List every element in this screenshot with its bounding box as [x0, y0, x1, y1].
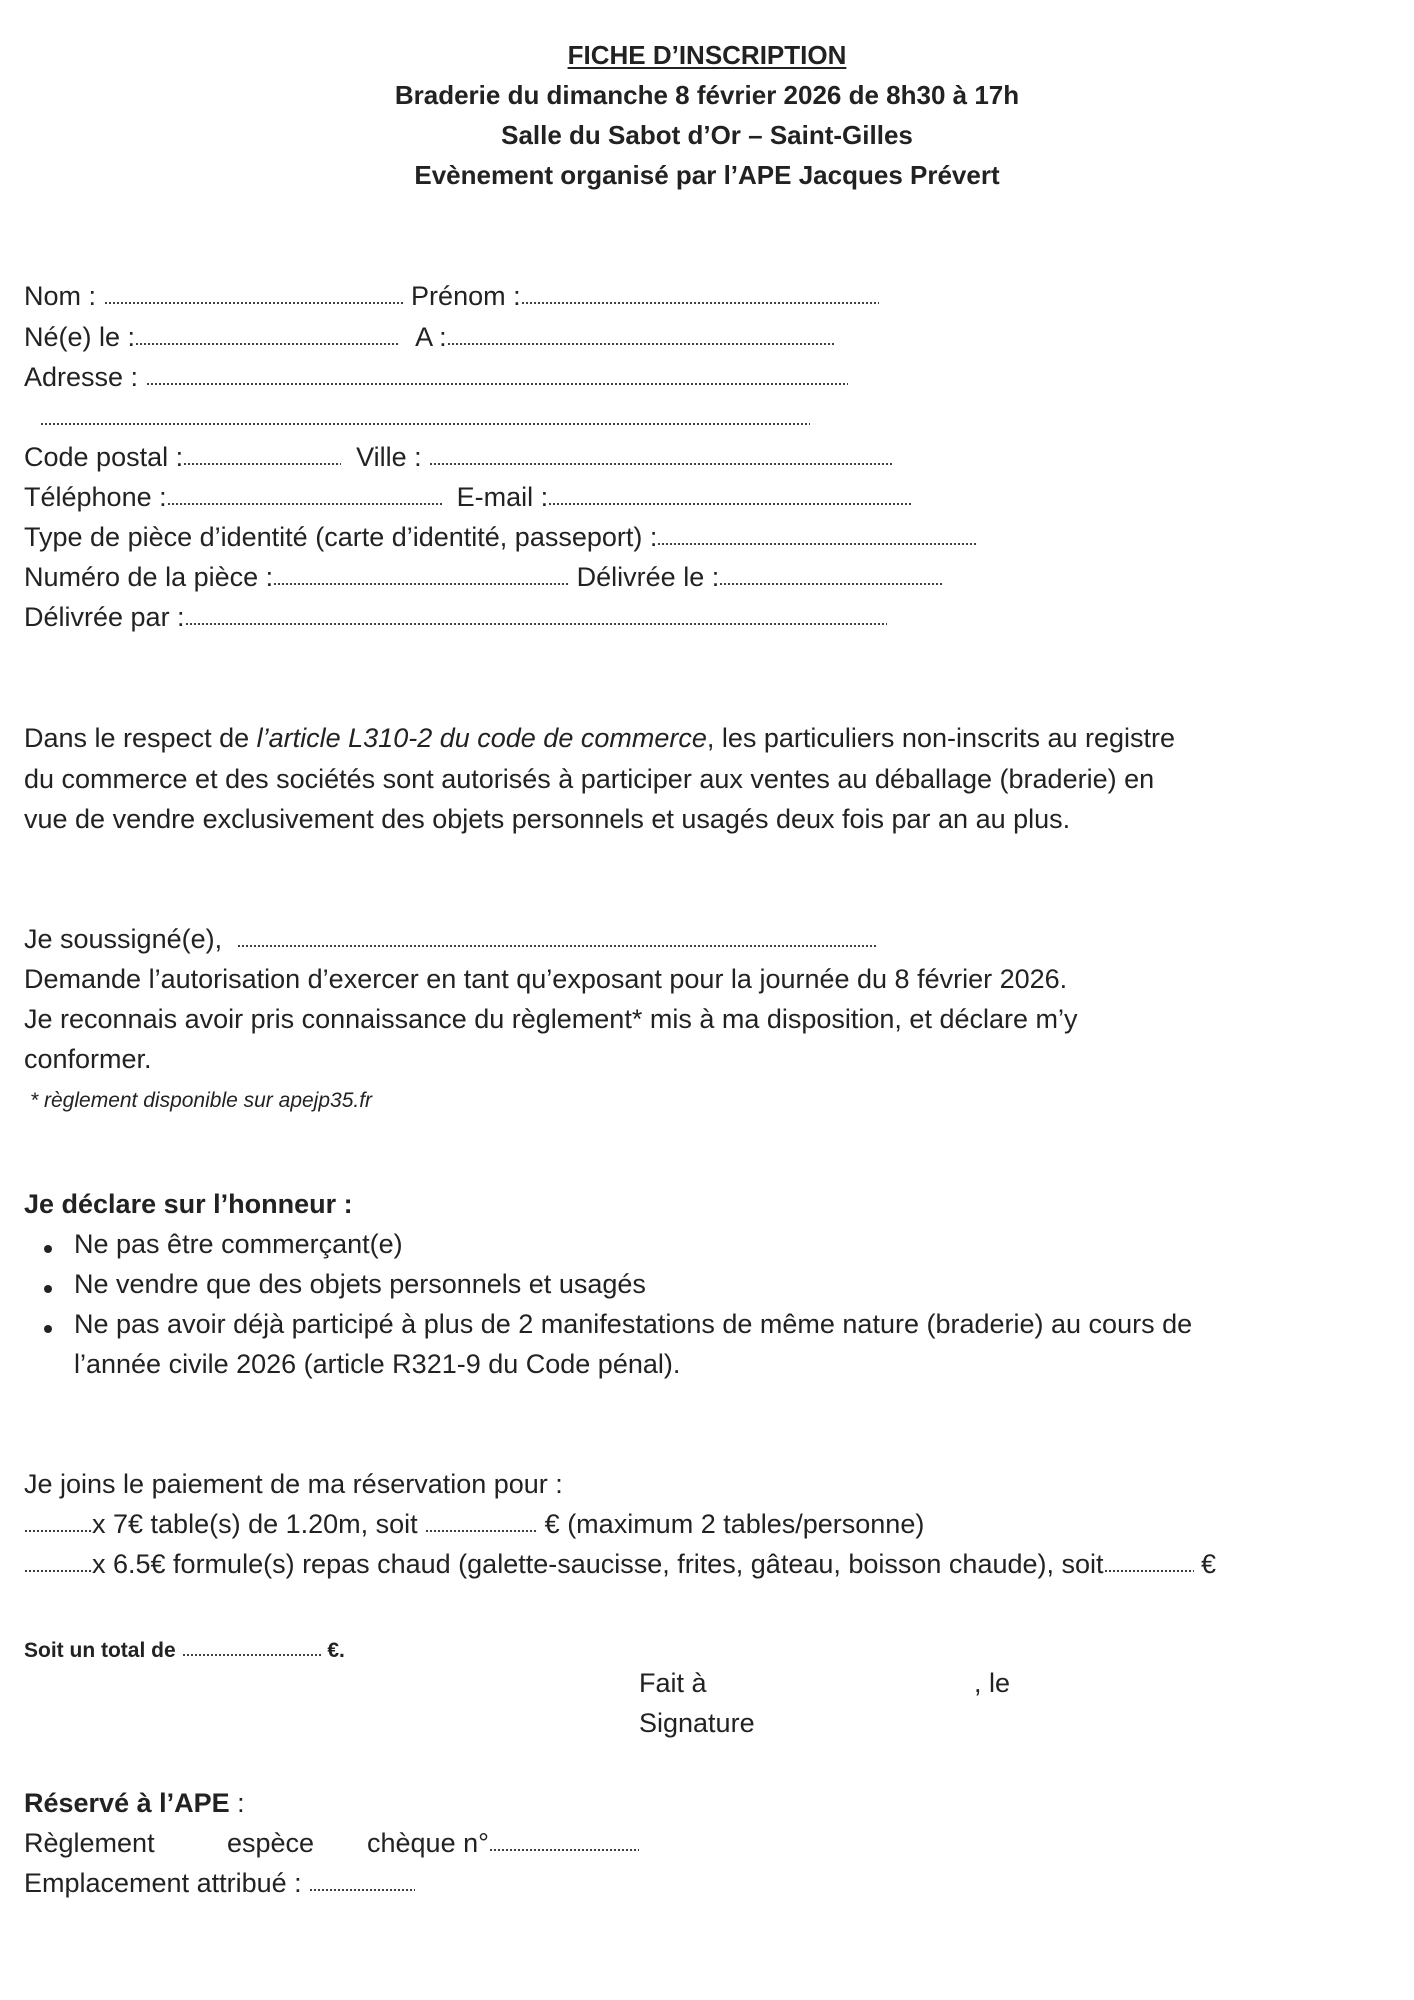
- email-label: E-mail :: [456, 482, 549, 512]
- declaration-demande: Demande l’autorisation d’exercer en tant qu’exposant pour la journée du 8 février 2026.: [24, 964, 1068, 994]
- total-amount-field[interactable]: [182, 1653, 322, 1657]
- delivree-le-label: Délivrée le :: [576, 562, 720, 592]
- code-postal-label: Code postal :: [24, 442, 184, 472]
- emplacement-field[interactable]: [309, 1888, 415, 1892]
- form-title: FICHE D’INSCRIPTION: [567, 40, 847, 70]
- emplacement-label: Emplacement attribué :: [24, 1868, 310, 1898]
- event-date-line: Braderie du dimanche 8 février 2026 de 8h30 à 17h: [394, 80, 1020, 110]
- cheque-option[interactable]: chèque n°: [367, 1828, 489, 1858]
- ville-label: Ville :: [356, 442, 422, 472]
- row-delivree-par: [24, 600, 887, 634]
- lieu-naissance-label: A :: [415, 322, 447, 352]
- date-naissance-field[interactable]: [135, 342, 400, 346]
- row-type-piece: [24, 520, 977, 554]
- total-text-b: €.: [321, 1639, 345, 1662]
- row-naissance: [24, 320, 835, 354]
- lieu-naissance-field[interactable]: [447, 342, 835, 346]
- repas-quantity-field[interactable]: [24, 1569, 92, 1573]
- ape-reserved-heading-row: [24, 1786, 245, 1820]
- row-soussigne: [24, 922, 877, 956]
- legal-text-part2: , les particuliers non-inscrits au registre: [706, 723, 1176, 753]
- telephone-label: Téléphone :: [24, 482, 167, 512]
- legal-paragraph-line-3: vue de vendre exclusivement des objets personnels et usagés deux fois par an au plus.: [24, 804, 1071, 834]
- declaration-conformer: conformer.: [24, 1044, 152, 1074]
- honor-item: Ne vendre que des objets personnels et usagés: [74, 1269, 646, 1299]
- reglement-label: Règlement: [24, 1828, 155, 1858]
- ville-field[interactable]: [429, 462, 894, 466]
- delivree-le-field[interactable]: [719, 582, 944, 586]
- code-postal-field[interactable]: [183, 462, 341, 466]
- delivree-par-field[interactable]: [185, 622, 887, 626]
- total-text-a: Soit un total de: [24, 1639, 182, 1662]
- honor-item: Ne pas être commerçant(e): [74, 1229, 403, 1259]
- reglement-footnote: * règlement disponible sur apejp35.fr: [30, 1089, 373, 1112]
- ape-reserved-heading: Réservé à l’APE: [24, 1788, 230, 1818]
- declaration-reconnais: Je reconnais avoir pris connaissance du règlement* mis à ma disposition, et déclare m’y: [24, 1004, 1078, 1034]
- nom-field[interactable]: [104, 301, 404, 305]
- numero-piece-label: Numéro de la pièce :: [24, 562, 274, 592]
- legal-article-reference: l’article L310-2 du code de commerce: [256, 723, 707, 753]
- adresse-label: Adresse :: [24, 362, 139, 392]
- bullet-icon: [44, 1245, 52, 1253]
- row-repas: [24, 1547, 1216, 1581]
- espece-option[interactable]: espèce: [227, 1828, 315, 1858]
- type-piece-label: Type de pièce d’identité (carte d’identité, passeport) :: [24, 522, 658, 552]
- email-field[interactable]: [548, 502, 913, 506]
- numero-piece-field[interactable]: [273, 582, 569, 586]
- telephone-field[interactable]: [167, 502, 442, 506]
- nom-label: Nom :: [24, 281, 97, 311]
- bullet-icon: [44, 1325, 52, 1333]
- ne-le-label: Né(e) le :: [24, 322, 136, 352]
- payment-intro: Je joins le paiement de ma réservation pour :: [24, 1469, 563, 1499]
- adresse-field[interactable]: [146, 382, 848, 386]
- prenom-label: Prénom :: [411, 281, 521, 311]
- honor-item-continuation: l’année civile 2026 (article R321-9 du Code pénal).: [74, 1349, 681, 1379]
- soussigne-label: Je soussigné(e),: [24, 924, 223, 954]
- legal-paragraph-line-1: [24, 721, 1175, 755]
- type-piece-field[interactable]: [657, 542, 977, 546]
- adresse-field-line-2[interactable]: [40, 422, 810, 426]
- venue-line: Salle du Sabot d’Or – Saint-Gilles: [501, 120, 913, 150]
- tables-amount-field[interactable]: [425, 1529, 537, 1533]
- ape-reserved-colon: :: [229, 1788, 245, 1818]
- tables-text-a: x 7€ table(s) de 1.20m, soit: [92, 1509, 426, 1539]
- fait-a-label: Fait à: [639, 1668, 707, 1698]
- tables-quantity-field[interactable]: [24, 1529, 92, 1533]
- row-reglement: [24, 1826, 155, 1860]
- row-code-postal-ville: [24, 440, 894, 474]
- tables-text-b: € (maximum 2 tables/personne): [537, 1509, 925, 1539]
- legal-paragraph-line-2: du commerce et des sociétés sont autorisés à participer aux ventes au déballage (braderie) en: [24, 764, 1155, 794]
- honor-heading: Je déclare sur l’honneur :: [24, 1189, 353, 1219]
- cheque-row: [367, 1826, 639, 1860]
- row-adresse: [24, 360, 848, 394]
- row-numero-piece: [24, 560, 944, 594]
- bullet-icon: [44, 1285, 52, 1293]
- row-telephone-email: [24, 480, 913, 514]
- cheque-number-field[interactable]: [489, 1848, 639, 1852]
- prenom-field[interactable]: [521, 301, 879, 305]
- repas-text-b: €: [1193, 1549, 1217, 1579]
- repas-amount-field[interactable]: [1104, 1569, 1194, 1573]
- delivree-par-label: Délivrée par :: [24, 602, 185, 632]
- repas-text-a: x 6.5€ formule(s) repas chaud (galette-saucisse, frites, gâteau, boisson chaude), soit: [92, 1549, 1104, 1579]
- soussigne-field[interactable]: [237, 944, 877, 948]
- honor-item: Ne pas avoir déjà participé à plus de 2 manifestations de même nature (braderie) au cours de: [74, 1309, 1193, 1339]
- row-tables: [24, 1507, 924, 1541]
- organizer-line: Evènement organisé par l’APE Jacques Prévert: [414, 160, 1000, 190]
- legal-text-part1: Dans le respect de: [24, 723, 257, 753]
- row-emplacement: [24, 1866, 415, 1900]
- row-adresse-2: [40, 400, 810, 434]
- signature-label: Signature: [639, 1708, 755, 1738]
- row-total: [24, 1634, 345, 1668]
- row-nom-prenom: [24, 279, 879, 313]
- date-le-label: , le: [974, 1668, 1011, 1698]
